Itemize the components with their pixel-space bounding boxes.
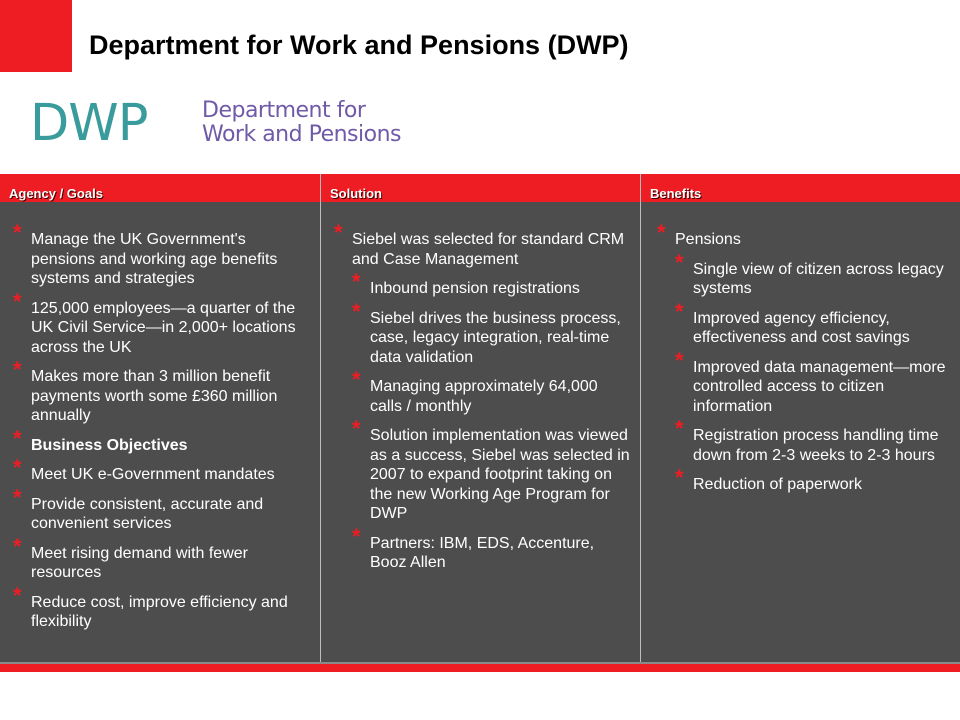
list-item: * Improved data management—more controlled access to citizen information xyxy=(675,347,946,415)
list-item: * Siebel drives the business process, case, legacy integration, real-time data validation xyxy=(352,298,621,366)
bullet-star-icon: * xyxy=(13,455,22,480)
list-item: * Managing approximately 64,000 calls / monthly xyxy=(352,367,598,415)
list-item: * Meet rising demand with fewer resources xyxy=(13,533,248,581)
list-item: * Registration process handling time down from 2-3 weeks to 2-3 hours xyxy=(675,416,939,464)
bullet-star-icon: * xyxy=(675,249,684,275)
footer-rule-red xyxy=(0,664,960,672)
list-item: * Makes more than 3 million benefit payments worth some £360 million annually xyxy=(13,357,278,424)
bullet-star-icon: * xyxy=(13,582,22,608)
slide-title: Department for Work and Pensions (DWP) xyxy=(89,30,629,60)
content-table xyxy=(0,174,960,672)
list-item: * Siebel was selected for standard CRM and Case Management xyxy=(334,220,625,268)
bullet-star-icon: * xyxy=(352,523,361,549)
list-item: * Pensions xyxy=(657,220,741,248)
list-item: * Provide consistent, accurate and convenient services xyxy=(13,484,264,532)
bullet-list xyxy=(657,220,953,505)
title-accent-square xyxy=(0,0,72,72)
list-item: * Single view of citizen across legacy systems xyxy=(675,249,944,297)
list-item: * Meet UK e-Government mandates xyxy=(13,455,275,483)
bullet-star-icon: * xyxy=(13,288,22,314)
bullet-star-icon: * xyxy=(334,220,343,245)
bullet-star-icon: * xyxy=(352,269,361,294)
column-header xyxy=(641,174,960,202)
bullet-star-icon: * xyxy=(13,533,22,559)
bullet-star-icon: * xyxy=(13,357,22,382)
column-agency-goals xyxy=(0,174,320,664)
column-header-label: Solution xyxy=(330,186,382,201)
list-item: * Business Objectives xyxy=(13,425,188,454)
column-benefits xyxy=(641,174,960,664)
bullet-list xyxy=(334,220,630,583)
bullet-star-icon: * xyxy=(352,367,361,392)
bullet-star-icon: * xyxy=(675,347,684,373)
bullet-star-icon: * xyxy=(675,416,684,441)
logo-abbrev: DWP xyxy=(30,94,148,153)
list-item: * Manage the UK Government's pensions and working age benefits systems and strategies xyxy=(13,220,278,287)
list-item: * Inbound pension registrations xyxy=(352,269,580,297)
list-item: * Partners: IBM, EDS, Accenture, Booz Allen xyxy=(352,523,595,571)
bullet-list xyxy=(13,220,303,642)
bullet-star-icon: * xyxy=(675,465,684,490)
list-item: * Solution implementation was viewed as a success, Siebel was selected in 2007 to expand footprint taking on the new Working Age Program for DWP xyxy=(352,416,630,522)
bullet-star-icon: * xyxy=(675,298,684,324)
list-item: * Reduce cost, improve efficiency and flexibility xyxy=(13,582,288,630)
column-header xyxy=(0,174,320,202)
column-header-label: Benefits xyxy=(650,186,702,201)
list-item: * Improved agency efficiency, effectiveness and cost savings xyxy=(675,298,910,346)
logo-name-line1: Department for xyxy=(202,98,366,123)
bullet-star-icon: * xyxy=(13,425,22,451)
logo-name-line2: Work and Pensions xyxy=(202,122,401,147)
logo-name xyxy=(202,99,401,147)
bullet-star-icon: * xyxy=(13,220,22,245)
bullet-star-icon: * xyxy=(352,298,361,324)
column-header-label: Agency / Goals xyxy=(9,186,103,201)
list-item: * 125,000 employees—a quarter of the UK Civil Service—in 2,000+ locations across the UK xyxy=(13,288,296,356)
list-item: * Reduction of paperwork xyxy=(675,465,862,493)
bullet-star-icon: * xyxy=(657,220,666,245)
column-header xyxy=(321,174,640,202)
column-solution xyxy=(321,174,640,664)
bullet-star-icon: * xyxy=(13,484,22,510)
bullet-star-icon: * xyxy=(352,416,361,441)
